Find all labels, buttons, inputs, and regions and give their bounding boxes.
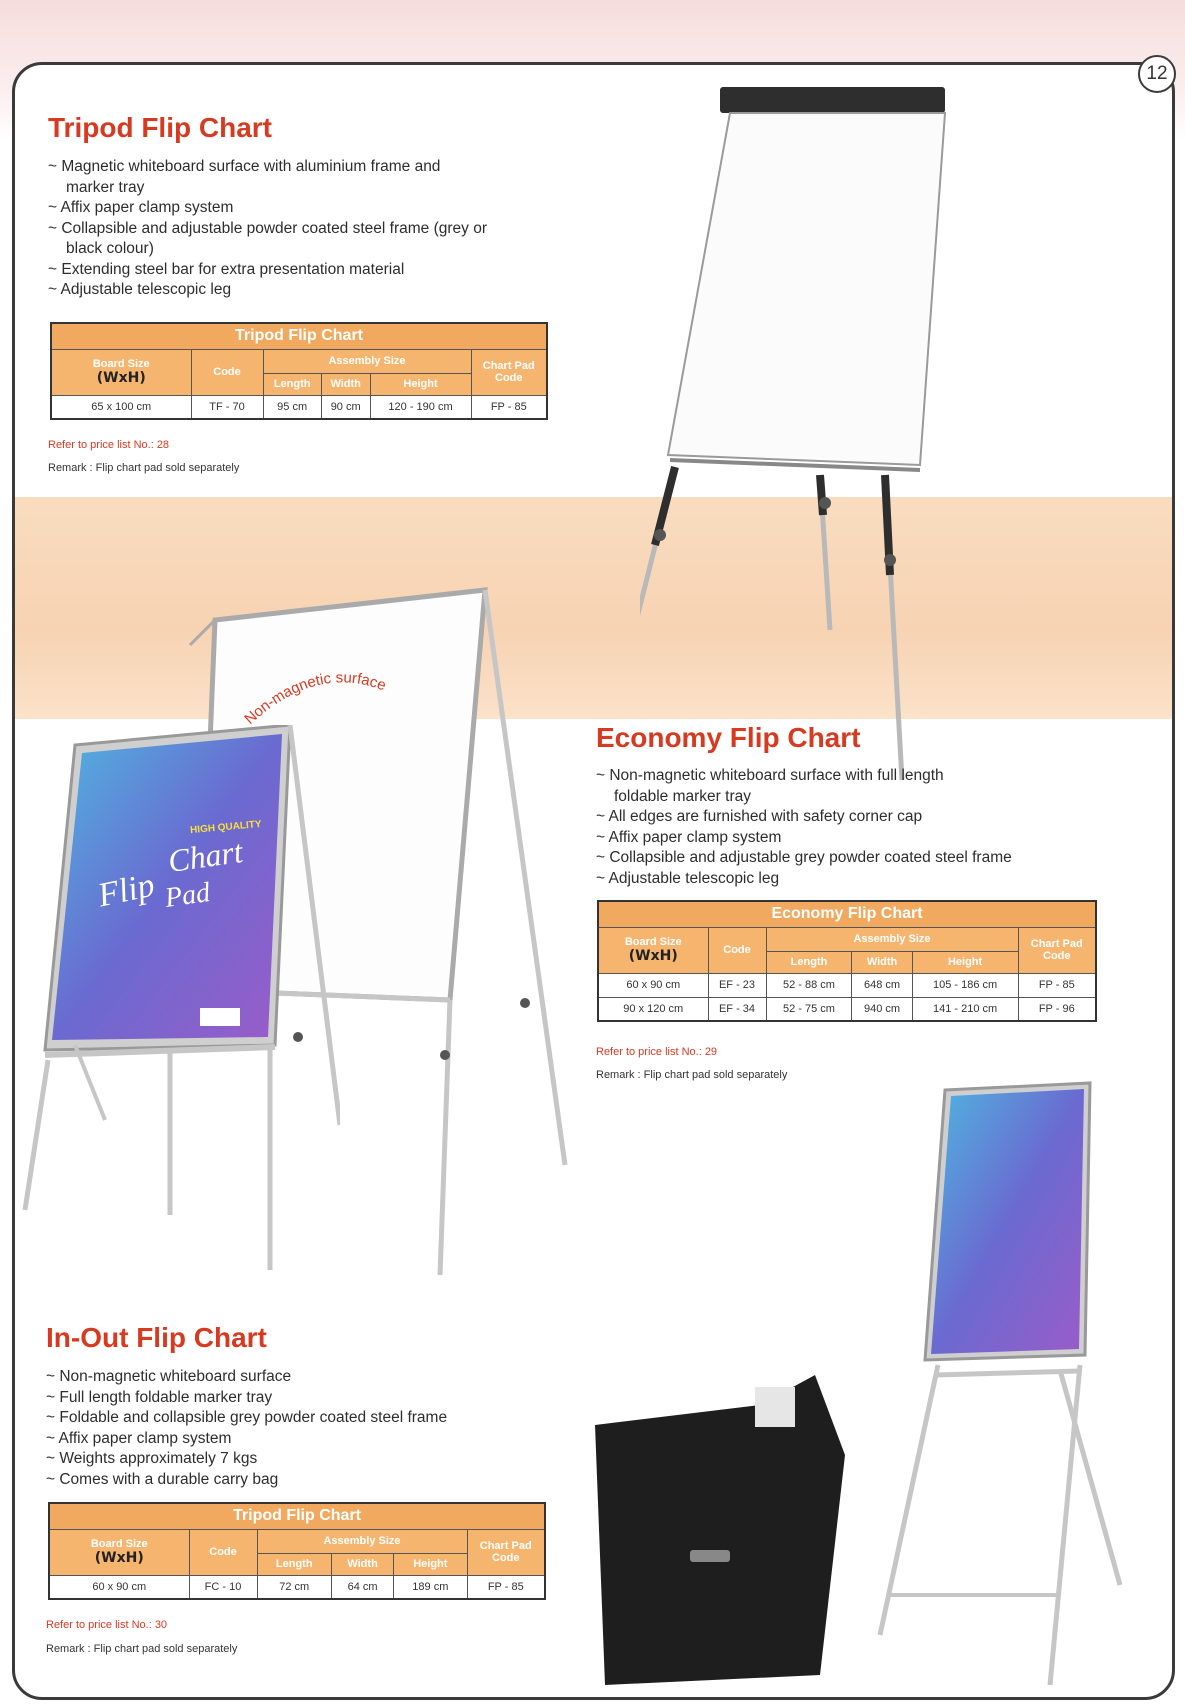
cell-width: 64 cm (331, 1575, 393, 1599)
economy-title: Economy Flip Chart (596, 722, 861, 753)
code-header: Code (189, 1529, 257, 1575)
feature-item: ~ Affix paper clamp system (46, 1429, 526, 1450)
cell-length: 52 - 75 cm (766, 997, 852, 1021)
feature-item: ~ Adjustable telescopic leg (596, 869, 1096, 890)
cell-board: 90 x 120 cm (598, 997, 708, 1021)
cell-pad: FP - 85 (471, 395, 547, 419)
cell-length: 95 cm (263, 395, 321, 419)
board-size-header: Board Size (WxH) (49, 1529, 189, 1575)
feature-item: ~ Adjustable telescopic leg (48, 280, 488, 301)
cell-height: 141 - 210 cm (912, 997, 1018, 1021)
tripod-remark: Remark : Flip chart pad sold separately (48, 462, 240, 474)
surface-label (240, 645, 440, 735)
chart-pad-code-header: Chart Pad Code (1018, 927, 1096, 973)
feature-item: ~ Collapsible and adjustable powder coated steel frame (grey or black colour) (48, 219, 488, 260)
inout-remark: Remark : Flip chart pad sold separately (46, 1643, 238, 1655)
cell-width: 940 cm (852, 997, 912, 1021)
height-header: Height (370, 373, 471, 395)
cell-board: 65 x 100 cm (51, 395, 191, 419)
table-heading: Tripod Flip Chart (51, 323, 547, 349)
feature-item: ~ All edges are furnished with safety corner cap (596, 807, 1096, 828)
pad-word-pad: Pad (162, 877, 212, 914)
code-header: Code (191, 349, 263, 395)
feature-item: ~ Extending steel bar for extra presentation material (48, 260, 488, 281)
economy-features (596, 766, 1096, 889)
cell-board: 60 x 90 cm (598, 973, 708, 997)
inout-features (46, 1367, 526, 1490)
table-heading: Tripod Flip Chart (49, 1503, 545, 1529)
cell-code: FC - 10 (189, 1575, 257, 1599)
height-header: Height (912, 951, 1018, 973)
width-header: Width (321, 373, 370, 395)
cell-width: 90 cm (321, 395, 370, 419)
length-header: Length (263, 373, 321, 395)
length-header: Length (257, 1553, 331, 1575)
table-row (49, 1575, 545, 1599)
inout-refer: Refer to price list No.: 30 (46, 1619, 168, 1631)
chart-pad-code-header: Chart Pad Code (471, 349, 547, 395)
board-size-header: Board Size (WxH) (51, 349, 191, 395)
cell-pad: FP - 85 (467, 1575, 545, 1599)
feature-item: ~ Full length foldable marker tray (46, 1388, 526, 1409)
svg-text:Non-magnetic surface (241, 669, 388, 728)
feature-item: ~ Weights approximately 7 kgs (46, 1449, 526, 1470)
chart-pad-code-header: Chart Pad Code (467, 1529, 545, 1575)
cell-pad: FP - 96 (1018, 997, 1096, 1021)
cell-length: 72 cm (257, 1575, 331, 1599)
width-header: Width (852, 951, 912, 973)
feature-item: ~ Foldable and collapsible grey powder coated steel frame (46, 1408, 526, 1429)
feature-item: ~ Magnetic whiteboard surface with aluminium frame and marker tray (48, 157, 488, 198)
feature-item: ~ Affix paper clamp system (596, 828, 1096, 849)
assembly-size-header: Assembly Size (263, 349, 471, 373)
cell-pad: FP - 85 (1018, 973, 1096, 997)
pad-easel-illustration (20, 725, 340, 1280)
feature-item: ~ Non-magnetic whiteboard surface with full length foldable marker tray (596, 766, 946, 807)
economy-remark: Remark : Flip chart pad sold separately (596, 1069, 788, 1081)
cell-code: EF - 34 (708, 997, 766, 1021)
cell-width: 648 cm (852, 973, 912, 997)
cell-height: 189 cm (394, 1575, 467, 1599)
table-row (51, 395, 547, 419)
economy-refer: Refer to price list No.: 29 (596, 1046, 718, 1058)
tripod-spec-table (50, 322, 548, 420)
inout-spec-table (48, 1502, 546, 1600)
cell-height: 105 - 186 cm (912, 973, 1018, 997)
assembly-size-header: Assembly Size (766, 927, 1018, 951)
board-size-header: Board Size (WxH) (598, 927, 708, 973)
code-header: Code (708, 927, 766, 973)
tripod-refer: Refer to price list No.: 28 (48, 439, 170, 451)
table-row (598, 973, 1096, 997)
table-row (598, 997, 1096, 1021)
feature-item: ~ Non-magnetic whiteboard surface (46, 1367, 526, 1388)
table-heading: Economy Flip Chart (598, 901, 1096, 927)
cell-height: 120 - 190 cm (370, 395, 471, 419)
cell-code: TF - 70 (191, 395, 263, 419)
assembly-size-header: Assembly Size (257, 1529, 467, 1553)
feature-item: ~ Affix paper clamp system (48, 198, 488, 219)
page-number: 12 (1138, 55, 1176, 93)
height-header: Height (394, 1553, 467, 1575)
pad-word-flip: Flip (94, 866, 158, 915)
feature-item: ~ Collapsible and adjustable grey powder coated steel frame (596, 848, 1096, 869)
surface-label-text: Non-magnetic surface (241, 669, 389, 728)
width-header: Width (331, 1553, 393, 1575)
cell-board: 60 x 90 cm (49, 1575, 189, 1599)
pad-word-chart: Chart (165, 832, 245, 880)
inout-easel-illustration (590, 1075, 1130, 1695)
economy-spec-table (597, 900, 1097, 1022)
feature-item: ~ Comes with a durable carry bag (46, 1470, 526, 1491)
tripod-title: Tripod Flip Chart (48, 112, 272, 143)
cell-code: EF - 23 (708, 973, 766, 997)
tripod-features (48, 157, 488, 301)
cell-length: 52 - 88 cm (766, 973, 852, 997)
tripod-easel-illustration (640, 75, 1020, 785)
inout-title: In-Out Flip Chart (46, 1322, 267, 1353)
length-header: Length (766, 951, 852, 973)
pad-quality-tag: HIGH QUALITY (189, 818, 263, 837)
